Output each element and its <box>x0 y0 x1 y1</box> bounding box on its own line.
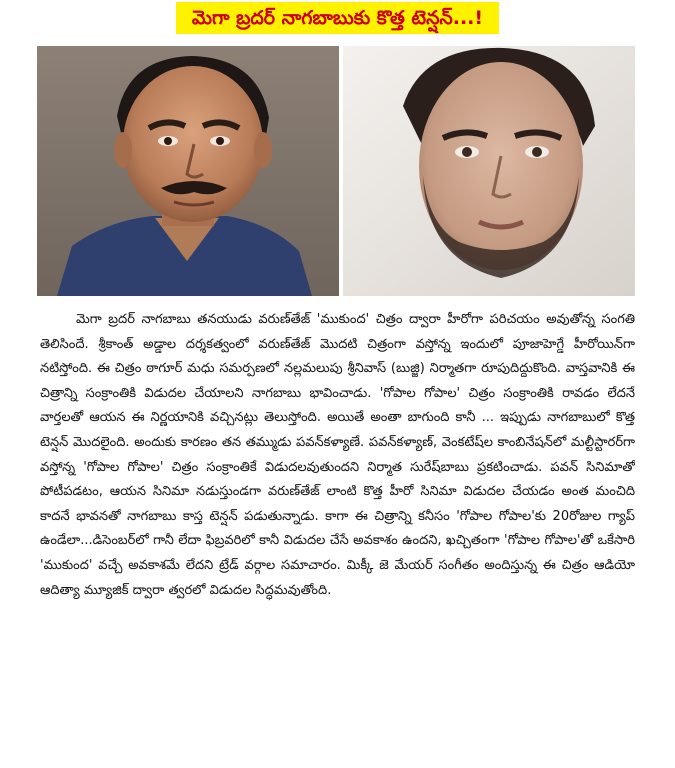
person-portrait-icon <box>37 46 339 296</box>
article-paragraph: మెగా బ్రదర్ నాగబాబు తనయుడు వరుణ్‌తేజ్ 'ముకుంద' చిత్రం ద్వారా హీరోగా పరిచయం అవుతోన్న సంగతి తెలిసిందే. శ్రీకాంత్ అడ్డాల దర్శకత్వంలో వరుణ్‌తేజ్ మొదటి చిత్రంగా వస్తోన్న ఇందులో పూజాహెగ్డే హీరోయిన్‌గా నటిస్తోంది. ఈ చిత్రం ఠాగూర్ మధు సమర్పణలో నల్లమలుపు శ్రీనివాస్ (బుజ్జి) నిర్మాతగా రూపుదిద్దుకొంది. వాస్తవానికి ఈ చిత్రాన్ని సంక్రాంతికి విడుదల చేయాలని నాగబాబు భావించాడు. 'గోపాల గోపాల' చిత్రం సంక్రాంతికి రావడం లేదనే వార్తలతో ఆయన ఈ నిర్ణయానికి వచ్చినట్లు తెలుస్తోంది. అయితే అంతా బాగుంది కానీ ... ఇప్పుడు నాగబాబులో కొత్త టెన్షన్ మొదలైంది. అందుకు కారణం తన తమ్ముడు పవన్‌కళ్యాణే. పవన్‌కళ్యాణ్, వెంకటేష్‌ల కాంబినేషన్‌లో మల్టీస్టారర్‌గా వస్తోన్న 'గోపాల గోపాల' చిత్రం సంక్రాంతికే విడుదలవుతుందని నిర్మాత సురేష్‌బాబు ప్రకటించాడు. పవన్ సినిమాతో పోటీపడటం, ఆయన సినిమా నడుస్తుండగా వరుణ్‌తేజ్ లాంటి కొత్త హీరో సినిమా విడుదల చేయడం అంత మంచిది కాదనే భావనతో నాగబాబు కాస్త టెన్షన్ పడుతున్నాడు. కాగా ఈ చిత్రాన్ని కనీసం 'గోపాల గోపాల'కు 20రోజుల గ్యాప్ ఉండేలా...డిసెంబర్‌లో గానీ లేదా ఫిబ్రవరిలో కానీ విడుదల చేసే అవకాశం ఉందని, ఖచ్చితంగా 'గోపాల గోపాల'తో ఒకేసారి 'ముకుంద' వచ్చే అవకాశమే లేదని ట్రేడ్ వర్గాల సమాచారం. మిక్కీ జె మేయర్ సంగీతం అందిస్తున్న ఈ చిత్రం ఆడియో ఆదిత్యా మ్యూజిక్ ద్వారా త్వరలో విడుదల సిద్ధమవుతోంది. <box>40 312 635 598</box>
photo-right <box>343 46 635 296</box>
headline-bar <box>0 0 675 36</box>
article-body <box>40 308 635 760</box>
headline: మెగా బ్రదర్ నాగబాబుకు కొత్త టెన్షన్...! <box>176 2 499 34</box>
person-portrait-icon <box>343 46 635 296</box>
photo-left <box>37 46 339 296</box>
